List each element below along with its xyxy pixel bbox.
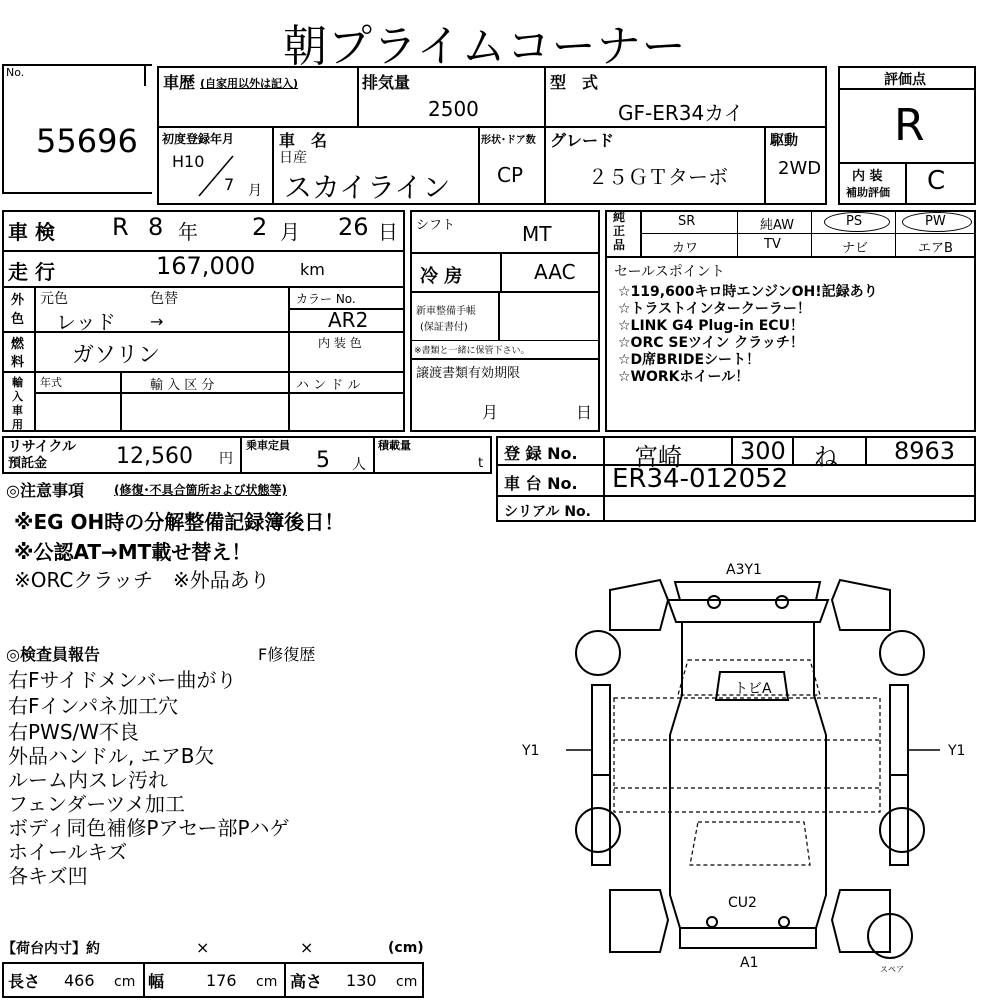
cargo-width-label: 幅 [148,972,165,991]
displacement-label: 排気量 [362,73,411,92]
diagram-front-label: A3Y1 [726,562,762,578]
transfer-month-unit: 月 [482,403,499,422]
grade-label: グレード [550,131,615,150]
registration-number: 8963 [894,437,956,465]
diagram-roof-label: トビA [734,681,772,697]
inspection-day-unit: 日 [378,220,398,244]
inspector-item-1: 右Fサイドメンバー曲がり [8,668,237,692]
lot-label: No. [6,66,25,79]
drive-value: 2WD [778,158,822,179]
cargo-x-2: × [300,938,314,957]
interior-color-label: 内 装 色 [318,336,362,350]
transfer-day-unit: 日 [576,403,593,422]
car-maker: 日産 [279,150,307,166]
inspection-month-unit: 月 [280,220,300,244]
cargo-height-unit: cm [396,974,418,990]
first-reg-month: 7 [224,175,235,194]
sales-point-6: ☆WORKホイール！ [618,369,750,385]
fuel-label-2: 料 [11,355,25,370]
load-label: 積載量 [378,439,411,452]
transfer-label: 譲渡書類有効期限 [416,366,521,381]
chassis-value: ER34-012052 [612,464,789,494]
import-label-1: 輸 [12,376,23,389]
serial-label: シリアル No. [504,504,591,520]
import-label-4: 用 [12,418,23,431]
capacity-unit: 人 [352,457,366,473]
diagram-left-label: Y1 [522,743,540,759]
inspection-day: 26 [338,213,369,241]
car-damage-diagram [520,560,980,980]
rating-label: 評価点 [884,72,926,88]
inspector-item-3: 右PWS/W不良 [8,720,140,744]
inspection-month: 2 [252,213,268,241]
registration-class: 300 [740,437,786,465]
recycle-label-1: リサイクル [8,439,77,455]
body-label: 形状･ドア数 [481,135,536,146]
inspection-year-unit: 年 [178,220,198,244]
mileage-unit: km [300,260,325,279]
maintenance-line-1: 新車整備手帳 [416,306,476,317]
import-year-label: 年式 [40,376,62,389]
registration-kana: ね [814,443,838,471]
equip-pw: PW [925,214,946,229]
load-unit: t [478,456,484,471]
displacement-value: 2500 [428,97,479,121]
recycle-unit: 円 [219,451,233,467]
equip-airbag: エアB [918,241,953,256]
note-3: ※ORCクラッチ ※外品あり [14,568,270,592]
registration-label: 登 録 No. [504,444,578,463]
history-label: 車歴 [163,73,196,92]
recycle-label-2: 預託金 [8,456,48,471]
ac-value: AAC [534,260,576,284]
note-1: ※EG OH時の分解整備記録簿後日！ [14,510,345,534]
sales-point-1: ☆119,600キロ時エンジンOH!記録あり [618,284,878,300]
lot-number: 55696 [36,122,138,160]
equip-aw: 純AW [760,218,795,233]
interior-value: C [927,166,946,196]
inspection-year: 8 [148,213,164,241]
notes-heading-sub: (修復･不具合箇所および状態等) [114,483,287,497]
page-title: 朝プライムコーナー [283,21,687,72]
sales-point-5: ☆D席BRIDEシート！ [618,352,761,368]
orig-color-label: 元色 [40,291,68,307]
inspector-repair: F修復歴 [258,645,316,664]
mileage-label: 走 行 [8,260,55,284]
import-label-2: 入 [12,390,23,403]
maintenance-note: ※書類と一緒に保管下さい。 [414,346,530,356]
inspector-item-9: 各キズ凹 [8,864,88,888]
mileage-value: 167,000 [156,252,256,280]
orig-color-value: レッド [56,310,116,334]
rating-value: R [894,100,925,151]
equip-ps: PS [846,214,863,229]
import-handle-label: ハ ン ド ル [296,378,361,393]
inspector-item-2: 右Fインパネ加工穴 [8,694,179,718]
model-label: 型 式 [550,73,599,92]
sales-point-2: ☆トラストインタークーラー！ [618,301,811,317]
inspector-heading: ◎検査員報告 [6,645,100,664]
ac-label: 冷 房 [420,266,463,287]
color-code-label: カラー No. [296,292,356,306]
history-note: (自家用以外は記入) [200,77,299,90]
chassis-label: 車 台 No. [504,474,578,493]
import-label-3: 車 [12,404,23,417]
note-2: ※公認AT→MT載せ替え！ [14,540,252,564]
first-reg-month-unit: 月 [248,183,262,199]
cargo-heading: 【荷台内寸】約 [2,941,100,957]
equip-tv: TV [764,237,781,252]
grade-value: ２５ＧＴターボ [588,165,728,189]
cargo-length-label: 長さ [8,972,41,991]
inspector-item-4: 外品ハンドル, エアB欠 [8,744,215,768]
diagram-rear-label: CU2 [728,895,757,911]
sales-point-3: ☆LINK G4 Plug-in ECU！ [618,318,804,334]
maintenance-line-2: (保証書付) [420,322,468,333]
drive-label: 駆動 [770,133,798,149]
diagram-spare-label: スペア [880,965,904,974]
car-name-label: 車 名 [279,131,328,150]
inspector-item-6: フェンダーツメ加工 [8,792,185,816]
capacity-label: 乗車定員 [246,439,290,452]
cargo-height: 130 [346,971,377,990]
equipment-label: 純正品 [613,210,626,252]
cargo-height-label: 高さ [290,972,323,991]
cargo-x-1: × [196,938,210,957]
ext-color-label-2: 色 [11,312,25,327]
cargo-length-unit: cm [114,974,136,990]
notes-heading: ◎注意事項 [6,481,84,500]
cargo-length: 466 [64,971,95,990]
body-value: CP [497,163,524,187]
interior-label-1: 内 装 [852,169,883,184]
color-arrow: → [150,312,164,331]
first-reg-label: 初度登録年月 [162,132,235,146]
change-color-label: 色替 [150,291,178,307]
shift-value: MT [522,222,552,246]
car-name-value: スカイライン [284,171,451,204]
sales-point-4: ☆ORC SEツイン クラッチ！ [618,335,804,351]
import-type-label: 輸 入 区 分 [150,378,215,393]
cargo-width: 176 [206,971,237,990]
equip-navi: ナビ [842,241,869,256]
equip-sr: SR [678,214,696,229]
registration-region: 宮崎 [634,443,682,471]
model-value: GF-ER34カイ [618,101,744,125]
cargo-width-unit: cm [256,974,278,990]
inspector-item-7: ボディ同色補修Pアセー部Pハゲ [8,816,290,840]
inspector-item-8: ホイールキズ [8,840,128,864]
ext-color-label-1: 外 [11,293,25,308]
sales-points-label: セールスポイント [614,264,725,280]
interior-label-2: 補助評価 [846,186,890,199]
recycle-value: 12,560 [116,444,193,469]
inspection-era: R [112,213,129,241]
fuel-label-1: 燃 [11,337,25,352]
capacity-value: 5 [316,448,330,473]
diagram-bottom-label: A1 [740,955,759,971]
shift-label: シフト [416,218,456,233]
equip-leather: カワ [672,241,699,256]
color-code-value: AR2 [328,308,369,332]
diagram-right-label: Y1 [948,743,966,759]
inspector-item-5: ルーム内スレ汚れ [8,768,168,792]
cargo-unit-note: (cm) [388,940,424,956]
first-reg-era: H10 [172,152,205,171]
fuel-value: ガソリン [72,343,161,368]
inspection-label: 車 検 [8,220,55,244]
